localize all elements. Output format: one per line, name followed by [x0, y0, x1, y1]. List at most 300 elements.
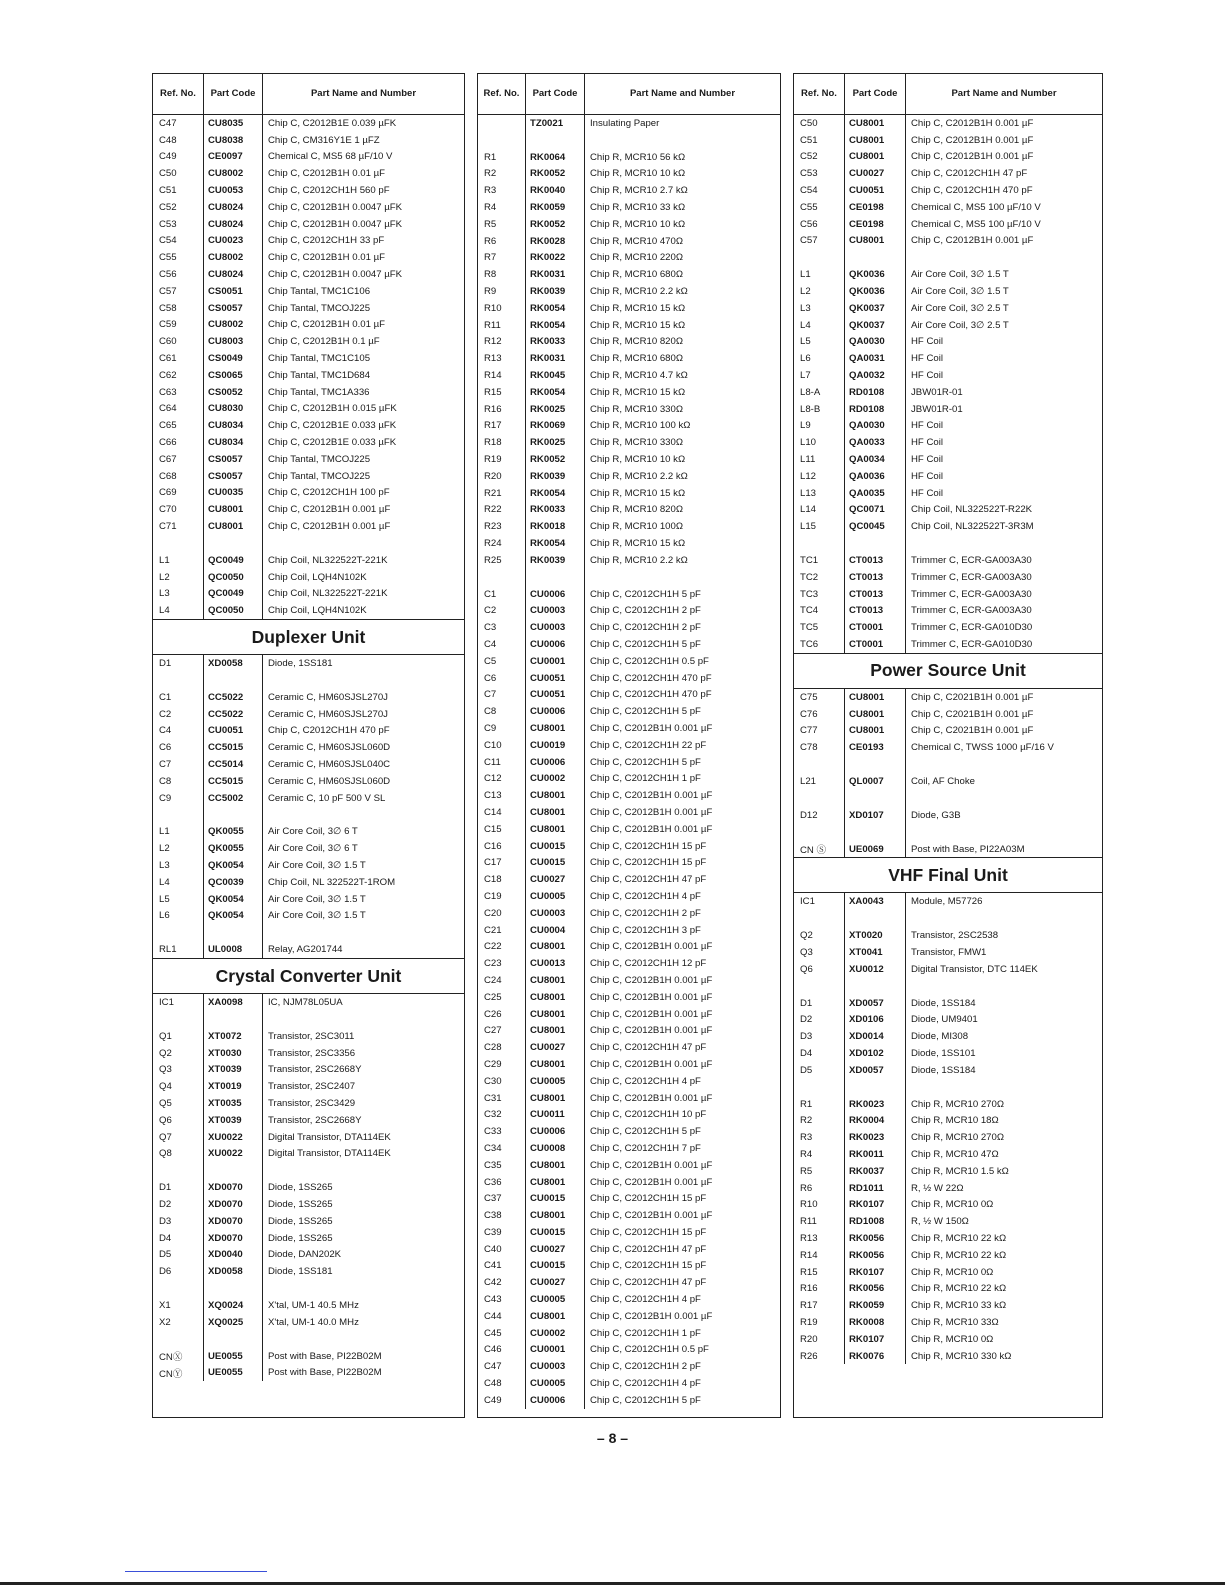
ref-no-cell: R10 — [800, 1199, 818, 1211]
part-name-cell: Chip C, C2012B1H 0.001 µF — [590, 1092, 713, 1104]
table-row — [153, 1314, 464, 1331]
part-code-cell: CU0015 — [525, 1224, 585, 1241]
ref-no-cell: R8 — [484, 269, 497, 281]
ref-no-cell: C10 — [484, 739, 502, 751]
ref-no-cell: R25 — [484, 554, 502, 566]
part-name-cell: Diode, MI308 — [911, 1031, 969, 1043]
table-row — [794, 1264, 1102, 1281]
table-row — [478, 1342, 780, 1359]
part-name-cell: Chip C, C2012B1H 0.001 µF — [590, 974, 713, 986]
ref-no-cell: C29 — [484, 1058, 502, 1070]
part-name-cell: Chip Coil, LQH4N102K — [268, 571, 367, 583]
part-name-cell: JBW01R-01 — [911, 386, 963, 398]
table-row — [153, 485, 464, 502]
table-row — [153, 1095, 464, 1112]
table-body — [153, 115, 464, 1381]
part-name-cell: Chip R, MCR10 10 kΩ — [590, 168, 686, 180]
ref-no-cell: Q5 — [159, 1097, 172, 1109]
spacer-row — [153, 1011, 464, 1028]
part-name-cell: Chip C, C2012B1H 0.001 µF — [590, 1310, 713, 1322]
part-code-cell: CU0003 — [525, 619, 585, 636]
part-code-cell: CU8038 — [203, 132, 263, 149]
ref-no-cell: C8 — [159, 775, 172, 787]
part-name-cell: Chip C, C2012B1H 0.001 µF — [911, 117, 1034, 129]
table-row — [794, 569, 1102, 586]
ref-no-cell: C26 — [484, 1008, 502, 1020]
part-name-cell: Chip C, C2012CH1H 2 pF — [590, 1361, 701, 1373]
part-code-cell: CU0005 — [525, 1375, 585, 1392]
table-row — [478, 552, 780, 569]
part-code-cell: CU8001 — [525, 1308, 585, 1325]
part-code-cell: CU8001 — [844, 132, 906, 149]
ref-no-cell: R5 — [484, 218, 497, 230]
ref-no-cell: R15 — [800, 1266, 818, 1278]
part-code-cell — [844, 824, 906, 841]
ref-no-cell: C22 — [484, 941, 502, 953]
table-row — [153, 317, 464, 334]
table-row — [153, 434, 464, 451]
ref-no-cell: C59 — [159, 319, 177, 331]
part-code-cell: CU8001 — [525, 1207, 585, 1224]
ref-no-cell: C25 — [484, 991, 502, 1003]
part-code-cell: CT0013 — [844, 603, 906, 620]
ref-no-cell: R3 — [800, 1132, 813, 1144]
table-row — [478, 770, 780, 787]
part-name-cell: HF Coil — [911, 454, 943, 466]
table-row — [794, 961, 1102, 978]
ref-no-cell: RL1 — [159, 944, 177, 956]
ref-no-cell: L4 — [800, 319, 811, 331]
ref-no-cell: X2 — [159, 1316, 171, 1328]
part-code-cell: CT0001 — [844, 619, 906, 636]
part-name-cell: Chip Tantal, TMC1D684 — [268, 369, 371, 381]
part-code-cell: QA0031 — [844, 350, 906, 367]
table-row — [478, 233, 780, 250]
part-name-cell: Chip R, MCR10 18Ω — [911, 1115, 999, 1127]
part-code-cell: CU0002 — [525, 770, 585, 787]
table-row — [153, 1129, 464, 1146]
ref-no-cell: C48 — [484, 1378, 502, 1390]
part-code-cell: CC5014 — [203, 756, 263, 773]
part-code-cell: RD0108 — [844, 384, 906, 401]
header-part-code: Part Code — [844, 74, 906, 114]
part-code-cell: CU0006 — [525, 636, 585, 653]
part-code-cell: QK0037 — [844, 317, 906, 334]
part-code-cell: XD0014 — [844, 1028, 906, 1045]
part-code-cell: CU0027 — [525, 1274, 585, 1291]
ref-no-cell: R2 — [800, 1115, 813, 1127]
ref-no-cell: C36 — [484, 1176, 502, 1188]
part-name-cell: Transistor, 2SC2668Y — [268, 1114, 362, 1126]
ref-no-cell: C18 — [484, 874, 502, 886]
ref-no-cell: C50 — [800, 117, 818, 129]
ref-no-cell: TC6 — [800, 639, 819, 650]
table-row — [153, 132, 464, 149]
table-row — [794, 1196, 1102, 1213]
table-row — [478, 1123, 780, 1140]
table-row — [153, 706, 464, 723]
ref-no-cell: C54 — [159, 235, 177, 247]
table-row — [794, 300, 1102, 317]
table-row — [794, 1180, 1102, 1197]
ref-no-cell: L21 — [800, 775, 817, 787]
part-name-cell: Chip R, MCR10 10 kΩ — [590, 218, 686, 230]
part-name-cell: Chip Tantal, TMCOJ225 — [268, 453, 371, 465]
ref-no-cell: L14 — [800, 504, 817, 516]
ref-no-cell: C12 — [484, 773, 502, 785]
part-code-cell — [203, 535, 263, 552]
part-code-cell: RK0039 — [525, 283, 585, 300]
part-code-cell: RK0033 — [525, 502, 585, 519]
table-row — [153, 1045, 464, 1062]
table-row — [478, 972, 780, 989]
part-name-cell: Diode, 1SS265 — [268, 1215, 333, 1227]
table-row — [153, 840, 464, 857]
table-row — [478, 149, 780, 166]
part-code-cell — [203, 806, 263, 823]
table-row — [478, 300, 780, 317]
part-name-cell: Chip C, C2012CH1H 4 pF — [590, 1378, 701, 1390]
part-code-cell: QC0050 — [203, 569, 263, 586]
table-row — [153, 1179, 464, 1196]
part-name-cell: Chip C, C2012B1H 0.015 µFK — [268, 403, 397, 415]
part-code-cell: XT0035 — [203, 1095, 263, 1112]
ref-no-cell: C66 — [159, 437, 177, 449]
part-code-cell: CT0013 — [844, 586, 906, 603]
part-name-cell: Chip C, C2012CH1H 10 pF — [590, 1109, 707, 1121]
table-row — [478, 804, 780, 821]
ref-no-cell: C51 — [800, 134, 818, 146]
table-row — [478, 283, 780, 300]
ref-no-cell: L10 — [800, 437, 817, 449]
part-code-cell: XD0102 — [844, 1045, 906, 1062]
part-code-cell: RK0059 — [844, 1297, 906, 1314]
ref-no-cell: C52 — [800, 151, 818, 163]
part-name-cell: Chip R, MCR10 10 kΩ — [590, 454, 686, 466]
part-name-cell: Chip C, C2012CH1H 5 pF — [590, 639, 701, 650]
table-row — [478, 199, 780, 216]
part-name-cell: Chip R, MCR10 22 kΩ — [911, 1232, 1007, 1244]
ref-no-cell: R17 — [484, 420, 502, 432]
part-name-cell: Coil, AF Choke — [911, 775, 975, 787]
part-code-cell: CU0005 — [525, 1073, 585, 1090]
part-name-cell: R, ½ W 22Ω — [911, 1182, 964, 1194]
part-name-cell: Chip R, MCR10 33Ω — [911, 1316, 999, 1328]
part-code-cell: RD0108 — [844, 401, 906, 418]
ref-no-cell: C65 — [159, 420, 177, 432]
part-code-cell: XD0070 — [203, 1196, 263, 1213]
part-name-cell: X'tal, UM-1 40.0 MHz — [268, 1316, 359, 1328]
part-code-cell: CU0015 — [525, 1190, 585, 1207]
part-name-cell: Chip C, C2012CH1H 7 pF — [590, 1142, 701, 1154]
table-row — [478, 586, 780, 603]
part-code-cell: CU8001 — [844, 706, 906, 723]
part-code-cell: CS0057 — [203, 451, 263, 468]
header-part-name: Part Name and Number — [951, 88, 1057, 99]
part-name-cell: Trimmer C, ECR-GA003A30 — [911, 571, 1032, 583]
ref-no-cell: D3 — [159, 1215, 172, 1227]
table-row — [478, 687, 780, 704]
table-row — [478, 1241, 780, 1258]
part-code-cell: XT0041 — [844, 944, 906, 961]
ref-no-cell: C11 — [484, 756, 501, 768]
table-row — [794, 619, 1102, 636]
part-code-cell: CU0027 — [844, 165, 906, 182]
part-name-cell: Chemical C, TWSS 1000 µF/16 V — [911, 742, 1054, 754]
ref-no-cell: R11 — [800, 1216, 817, 1228]
part-code-cell: RK0025 — [525, 401, 585, 418]
table-body — [794, 115, 1102, 1364]
ref-no-cell: L1 — [800, 269, 811, 281]
table-row — [478, 418, 780, 435]
part-code-cell: QK0036 — [844, 283, 906, 300]
ref-no-cell: C15 — [484, 823, 502, 835]
part-code-cell: QA0036 — [844, 468, 906, 485]
ref-no-cell: L2 — [159, 843, 170, 855]
part-code-cell: CU0051 — [844, 182, 906, 199]
part-code-cell: CU8001 — [525, 989, 585, 1006]
table-row — [478, 871, 780, 888]
part-name-cell: Chip R, MCR10 0Ω — [911, 1266, 994, 1278]
part-name-cell: Chip C, C2012CH1H 12 pF — [590, 958, 707, 970]
table-row — [794, 739, 1102, 756]
part-code-cell: RK0045 — [525, 367, 585, 384]
part-code-cell: RK0040 — [525, 182, 585, 199]
ref-no-cell: R18 — [484, 437, 502, 449]
table-row — [153, 165, 464, 182]
ref-no-cell: C47 — [484, 1361, 502, 1373]
part-code-cell: CU0019 — [525, 737, 585, 754]
ref-no-cell: CNⓍ — [159, 1352, 183, 1363]
ref-no-cell: L5 — [800, 336, 811, 348]
table-row — [478, 350, 780, 367]
ref-no-cell: C1 — [159, 691, 172, 703]
part-code-cell: CU8001 — [525, 787, 585, 804]
table-row — [794, 132, 1102, 149]
ref-no-cell: D4 — [800, 1047, 813, 1059]
table-row — [478, 1090, 780, 1107]
part-code-cell: CE0193 — [844, 739, 906, 756]
table-row — [478, 1174, 780, 1191]
ref-no-cell: Q1 — [159, 1030, 172, 1042]
part-code-cell: CC5002 — [203, 790, 263, 807]
part-name-cell: Trimmer C, ECR-GA003A30 — [911, 588, 1032, 600]
part-name-cell: Chip C, C2012B1H 0.001 µF — [268, 521, 391, 533]
part-code-cell — [525, 132, 585, 149]
part-code-cell: CU0002 — [525, 1325, 585, 1342]
part-code-cell: CU8034 — [203, 417, 263, 434]
part-code-cell: CU0003 — [525, 905, 585, 922]
table-row — [153, 417, 464, 434]
table-row — [153, 1213, 464, 1230]
ref-no-cell: C49 — [484, 1394, 502, 1406]
part-name-cell: Chip C, C2012B1H 0.001 µF — [590, 941, 713, 953]
table-row — [794, 636, 1102, 653]
table-row — [794, 451, 1102, 468]
part-code-cell: RK0022 — [525, 250, 585, 267]
ref-no-cell: L8-A — [800, 386, 821, 398]
part-name-cell: Digital Transistor, DTC 114EK — [911, 963, 1038, 975]
part-name-cell: Chip C, C2012CH1H 5 pF — [590, 1126, 701, 1138]
ref-no-cell: C5 — [484, 655, 497, 667]
ref-no-cell: C27 — [484, 1025, 502, 1037]
part-code-cell: RK0054 — [525, 384, 585, 401]
part-name-cell: Chip C, C2012CH1H 3 pF — [590, 924, 701, 936]
part-name-cell: Chip R, MCR10 22 kΩ — [911, 1249, 1007, 1261]
part-name-cell: Chip C, C2012CH1H 15 pF — [590, 857, 707, 869]
ref-no-cell: L12 — [800, 470, 817, 482]
part-code-cell: CE0198 — [844, 216, 906, 233]
ref-no-cell: CNⓎ — [159, 1368, 183, 1380]
part-name-cell: Air Core Coil, 3∅ 6 T — [268, 843, 358, 855]
part-name-cell: Chip C, C2012CH1H 4 pF — [590, 1294, 701, 1306]
ref-no-cell: C58 — [159, 302, 177, 314]
ref-no-cell: C45 — [484, 1327, 502, 1339]
spacer-row — [153, 672, 464, 689]
ref-no-cell: L9 — [800, 420, 811, 432]
part-name-cell: Chip C, C2012CH1H 15 pF — [590, 1226, 707, 1238]
ref-no-cell: R14 — [800, 1249, 818, 1261]
ref-no-cell: R11 — [484, 319, 501, 331]
part-name-cell: Chip C, C2012B1H 0.001 µF — [590, 1210, 713, 1222]
spacer-row — [478, 569, 780, 586]
ref-no-cell: C9 — [159, 792, 172, 804]
table-row — [794, 317, 1102, 334]
table-row — [153, 518, 464, 535]
part-name-cell: Trimmer C, ECR-GA010D30 — [911, 639, 1033, 650]
part-name-cell: Chip C, C2021B1H 0.001 µF — [911, 725, 1034, 737]
spacer-row — [478, 132, 780, 149]
part-name-cell: Chemical C, MS5 100 µF/10 V — [911, 201, 1041, 213]
ref-no-cell: R21 — [484, 487, 502, 499]
part-code-cell: CT0013 — [844, 569, 906, 586]
part-code-cell: CU8001 — [844, 233, 906, 250]
part-name-cell: Chip Coil, NL322522T-3R3M — [911, 521, 1034, 533]
table-row — [794, 468, 1102, 485]
table-row — [478, 703, 780, 720]
part-code-cell: RK0008 — [844, 1314, 906, 1331]
part-code-cell: RK0004 — [844, 1112, 906, 1129]
part-name-cell: Relay, AG201744 — [268, 944, 343, 956]
spacer-row — [794, 756, 1102, 773]
part-name-cell: Chip R, MCR10 270Ω — [911, 1098, 1005, 1110]
part-code-cell: CU0011 — [525, 1106, 585, 1123]
part-code-cell: CU8001 — [525, 1090, 585, 1107]
ref-no-cell: Q6 — [159, 1114, 172, 1126]
part-code-cell: QC0049 — [203, 552, 263, 569]
part-code-cell: RD1011 — [844, 1180, 906, 1197]
ref-no-cell: C67 — [159, 453, 177, 465]
part-code-cell: CU8001 — [525, 821, 585, 838]
ref-no-cell: D5 — [800, 1064, 813, 1076]
ref-no-cell: C56 — [800, 218, 818, 230]
ref-no-cell: C7 — [484, 689, 497, 701]
table-row — [794, 807, 1102, 824]
part-code-cell: RK0023 — [844, 1129, 906, 1146]
part-name-cell: Chip R, MCR10 2.2 kΩ — [590, 470, 688, 482]
part-name-cell: Chip R, MCR10 22 kΩ — [911, 1283, 1007, 1295]
spacer-row — [153, 1162, 464, 1179]
table-row — [153, 149, 464, 166]
part-name-cell: Air Core Coil, 3∅ 2.5 T — [911, 319, 1009, 331]
ref-no-cell: R20 — [800, 1333, 818, 1345]
part-name-cell: Chip C, C2012B1H 0.01 µF — [268, 319, 385, 331]
table-row — [478, 670, 780, 687]
ref-no-cell: D1 — [800, 997, 813, 1009]
table-row — [478, 1022, 780, 1039]
part-name-cell: Chip R, MCR10 100Ω — [590, 521, 684, 533]
part-name-cell: Chip Tantal, TMCOJ225 — [268, 302, 371, 314]
part-name-cell: Diode, 1SS265 — [268, 1182, 333, 1194]
part-name-cell: Chip C, C2012CH1H 4 pF — [590, 1075, 701, 1087]
table-row — [153, 689, 464, 706]
part-code-cell: RK0039 — [525, 468, 585, 485]
part-code-cell: CU0003 — [525, 1358, 585, 1375]
part-code-cell: QK0055 — [203, 823, 263, 840]
part-code-cell: CU8001 — [844, 149, 906, 166]
ref-no-cell: C35 — [484, 1159, 502, 1171]
part-code-cell: XQ0024 — [203, 1297, 263, 1314]
table-row — [478, 518, 780, 535]
ref-no-cell: R5 — [800, 1165, 813, 1177]
ref-no-cell: C39 — [484, 1226, 502, 1238]
part-name-cell: Chip C, C2012CH1H 47 pF — [911, 168, 1028, 180]
part-name-cell: Chip C, C2012CH1H 15 pF — [590, 1260, 707, 1272]
section-title: Power Source Unit — [794, 653, 1102, 689]
ref-no-cell: C44 — [484, 1310, 502, 1322]
table-header — [478, 74, 780, 115]
part-code-cell: CT0001 — [844, 636, 906, 653]
part-name-cell: Chip R, MCR10 680Ω — [590, 353, 684, 365]
spacer-row — [794, 978, 1102, 995]
part-code-cell: UE0055 — [203, 1348, 263, 1365]
table-row — [153, 1145, 464, 1162]
part-name-cell: Trimmer C, ECR-GA003A30 — [911, 605, 1032, 617]
table-row — [478, 905, 780, 922]
part-code-cell — [844, 249, 906, 266]
table-row — [794, 165, 1102, 182]
part-name-cell: Chip C, C2012B1H 0.001 µF — [590, 823, 713, 835]
ref-no-cell: R3 — [484, 185, 497, 197]
part-name-cell: Chip C, C2012B1H 0.001 µF — [590, 1025, 713, 1037]
ref-no-cell: C49 — [159, 151, 177, 163]
part-code-cell: CU0051 — [525, 687, 585, 704]
ref-no-cell: L6 — [159, 910, 170, 922]
ref-no-cell: TC3 — [800, 588, 819, 600]
ref-no-cell: L3 — [159, 588, 170, 600]
part-code-cell: XD0070 — [203, 1230, 263, 1247]
part-name-cell: Chip C, CM316Y1E 1 µFZ — [268, 134, 380, 146]
part-name-cell: Chip C, C2012B1E 0.039 µFK — [268, 117, 397, 129]
ref-no-cell: C13 — [484, 790, 502, 802]
part-code-cell: RK0031 — [525, 350, 585, 367]
part-code-cell: CU8001 — [203, 501, 263, 518]
part-code-cell: XD0040 — [203, 1246, 263, 1263]
part-code-cell — [203, 924, 263, 941]
part-name-cell: Diode, 1SS184 — [911, 1064, 976, 1076]
part-name-cell: Chip C, C2012CH1H 470 pF — [268, 725, 390, 737]
link-underline[interactable] — [125, 1571, 267, 1572]
table-row — [153, 739, 464, 756]
part-code-cell: CU8034 — [203, 434, 263, 451]
table-row — [153, 1364, 464, 1381]
part-code-cell: CS0065 — [203, 367, 263, 384]
part-name-cell: Ceramic C, HM60SJSL040C — [268, 758, 391, 770]
part-code-cell — [844, 756, 906, 773]
part-code-cell: RK0054 — [525, 485, 585, 502]
part-code-cell: CC5022 — [203, 706, 263, 723]
part-name-cell: Chip C, C2012B1H 0.1 µF — [268, 336, 380, 348]
